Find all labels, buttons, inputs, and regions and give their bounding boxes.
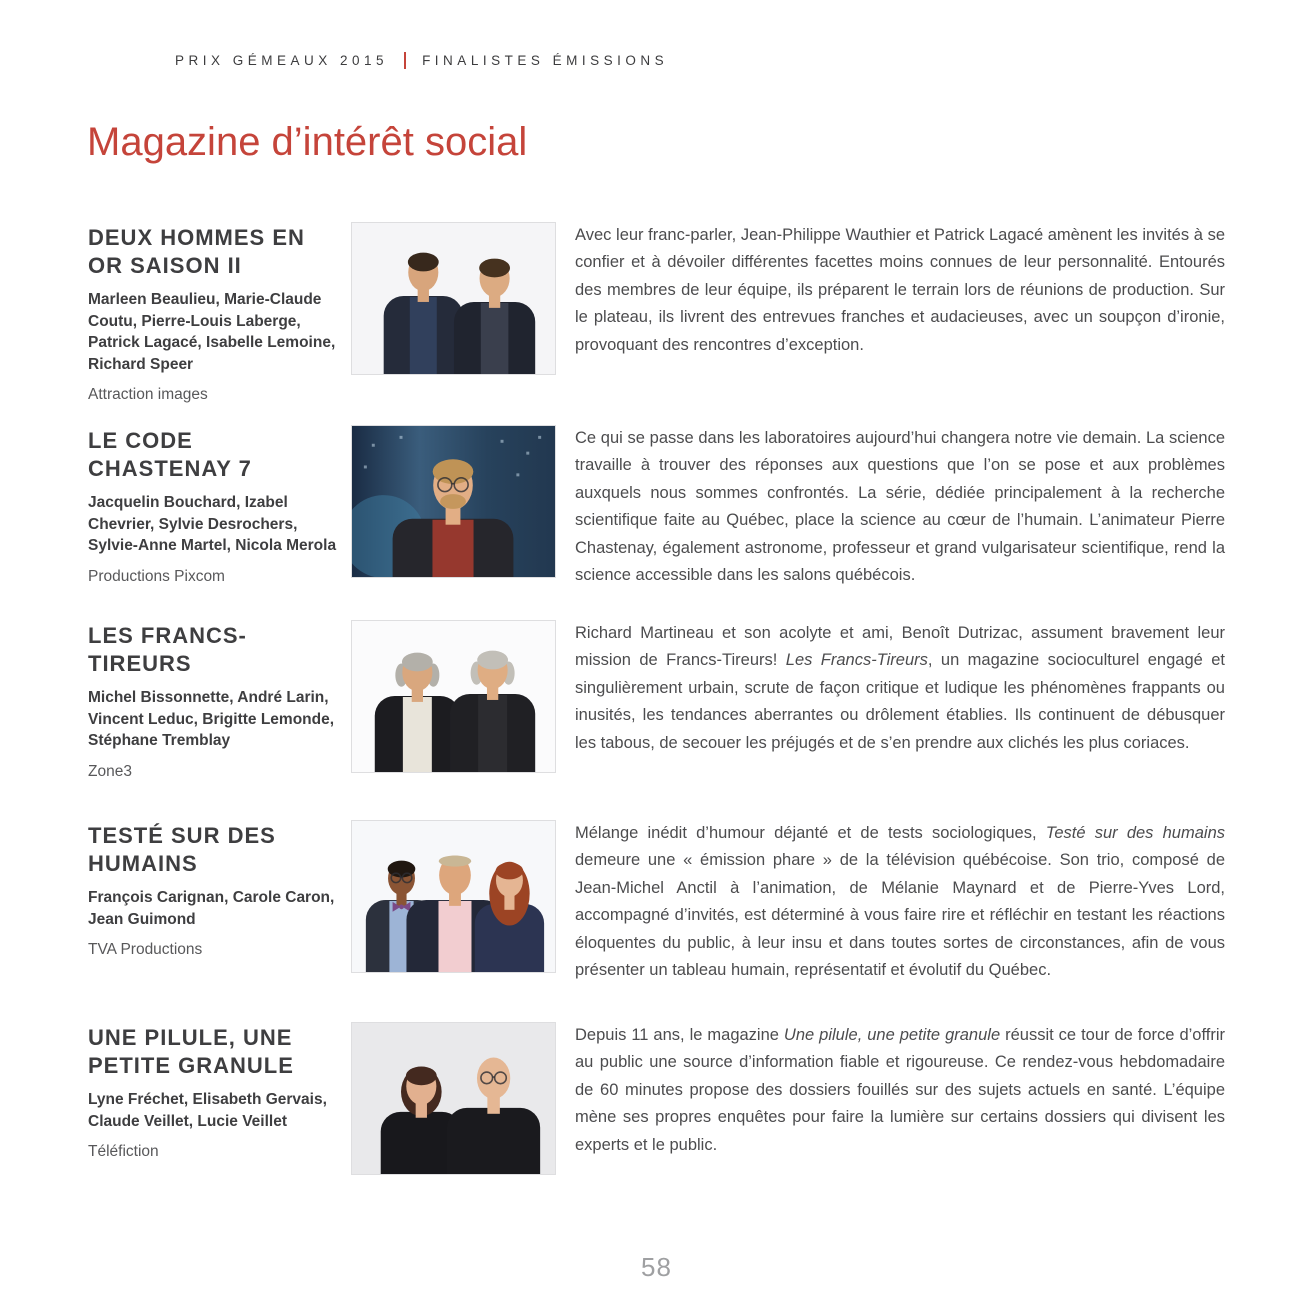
entry-description: Mélange inédit d’humour déjanté et de tests sociologiques, Testé sur des humains demeure une « émission phare » de la télévision québécoise. Son trio, composé de Jean-Michel Anctil à l’animation, de Mélanie Maynard et de Pierre-Yves Lord, accompagné d’invités, est déterminé à vous faire rire et réfléchir en testant les réactions éloquentes du public, à leur insu et dans toutes sortes de circonstances, afin de vous présenter un tableau humain, représentatif et évolutif du Québec.	[575, 824, 1225, 980]
entry-nominee-names: Lyne Fréchet, Elisabeth Gervais, Claude Veillet, Lucie Veillet	[88, 1091, 327, 1130]
page-number: 58	[641, 1252, 672, 1282]
entry-show-photo	[351, 425, 556, 578]
entry-show-title: TESTÉ SUR DES HUMAINS	[88, 823, 276, 876]
entry-production-company: Zone3	[88, 762, 132, 780]
finalist-entry	[88, 222, 1225, 425]
entry-info-column	[88, 222, 351, 404]
entry-description: Avec leur franc-parler, Jean-Philippe Wauthier et Patrick Lagacé amènent les invités à se confier et à dévoiler différentes facettes moins connues de leur personnalité. Entourés des membres de leur équipe, ils préparent le terrain lors de réunions de production. Sur le plateau, ils livrent des entrevues franches et audacieuses, avec un soupçon d’ironie, provoquant des rencontres d’exception.	[575, 226, 1225, 354]
entry-description: Richard Martineau et son acolyte et ami, Benoît Dutrizac, assument bravement leur mission de Francs-Tireurs! Les Francs-Tireurs, un magazine socioculturel engagé et singulièrement urbain, scrute de façon critique et ludique les phénomènes frappants ou inusités, les tendances aberrantes ou drôlement établies. Ils continuent de débusquer les tabous, de secouer les préjugés et de s’en prendre aux clichés les plus coriaces.	[575, 624, 1225, 752]
entry-info-column	[88, 620, 351, 781]
entry-show-photo	[351, 820, 556, 973]
entry-production-company: Attraction images	[88, 386, 208, 403]
entry-nominee-names: Michel Bissonnette, André Larin, Vincent Leduc, Brigitte Lemonde, Stéphane Tremblay	[88, 689, 335, 749]
entry-show-photo	[351, 222, 556, 375]
entry-show-photo	[351, 1022, 556, 1175]
finalist-entry	[88, 1022, 1225, 1175]
page-header	[175, 52, 668, 69]
entry-show-title: LE CODE CHASTENAY 7	[88, 428, 252, 481]
header-event-label: PRIX GÉMEAUX 2015	[175, 53, 389, 68]
entry-show-title: LES FRANCS- TIREURS	[88, 623, 247, 676]
entry-info-column	[88, 1022, 351, 1161]
entry-show-title: DEUX HOMMES EN OR SAISON II	[88, 225, 305, 278]
header-section-label: FINALISTES ÉMISSIONS	[422, 53, 669, 68]
entry-info-column	[88, 425, 351, 586]
entry-description: Depuis 11 ans, le magazine Une pilule, une petite granule réussit ce tour de force d’offrir au public une source d’information fiable et rigoureuse. Ce rendez-vous hebdomadaire de 60 minutes propose des dossiers fouillés sur des sujets actuels en santé. L’équipe mène ses propres enquêtes pour faire la lumière sur certains dossiers qui divisent les experts et le public.	[575, 1026, 1225, 1154]
entry-info-column	[88, 820, 351, 959]
entry-show-title: UNE PILULE, UNE PETITE GRANULE	[88, 1025, 294, 1078]
entry-description: Ce qui se passe dans les laboratoires aujourd’hui changera notre vie demain. La science travaille à trouver des réponses aux questions que l’on se pose et aux problèmes auxquels nous sommes confrontés. La série, dédiée principalement à la recherche scientifique faite au Québec, place la science au cœur de l’humain. L’animateur Pierre Chastenay, également astronome, professeur et grand vulgarisateur scientifique, rend la science accessible dans les salons québécois.	[575, 429, 1225, 585]
entry-nominee-names: Marleen Beaulieu, Marie-Claude Coutu, Pierre-Louis Laberge, Patrick Lagacé, Isabelle Lemoine, Richard Speer	[88, 291, 336, 373]
finalist-entry	[88, 425, 1225, 620]
header-divider	[404, 52, 406, 69]
entry-nominee-names: François Carignan, Carole Caron, Jean Guimond	[88, 889, 335, 928]
finalist-entry	[88, 820, 1225, 1022]
entry-production-company: Productions Pixcom	[88, 567, 225, 585]
finalist-entry	[88, 620, 1225, 820]
entry-nominee-names: Jacquelin Bouchard, Izabel Chevrier, Sylvie Desrochers, Sylvie-Anne Martel, Nicola Merola	[88, 494, 337, 554]
entry-show-photo	[351, 620, 556, 773]
finalist-entries	[88, 222, 1225, 1175]
entry-production-company: TVA Productions	[88, 941, 203, 958]
entry-production-company: Téléfiction	[88, 1143, 159, 1160]
category-title: Magazine d’intérêt social	[87, 120, 528, 164]
